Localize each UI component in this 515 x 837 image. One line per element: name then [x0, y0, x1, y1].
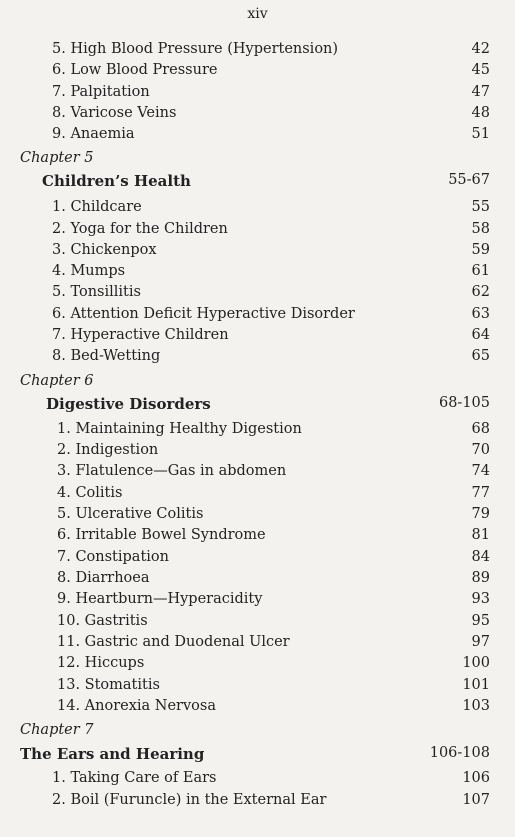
- toc-entry: [0, 677, 515, 699]
- chapter-title: Digestive Disorders: [46, 395, 211, 413]
- entry-title: 1. Maintaining Healthy Digestion: [57, 421, 302, 437]
- toc-entry: [0, 126, 515, 148]
- entry-title: 10. Gastritis: [57, 613, 148, 629]
- entry-title: 9. Heartburn—Hyperacidity: [57, 591, 263, 607]
- entry-page-number: 100: [462, 655, 490, 671]
- chapter-page-range: 55-67: [448, 172, 490, 188]
- chapter-page-range: 106-108: [429, 745, 490, 761]
- chapter-title: The Ears and Hearing: [20, 745, 205, 763]
- chapter-label: Chapter 7: [20, 722, 94, 738]
- entry-title: 5. Tonsillitis: [52, 284, 141, 300]
- toc-entry: [0, 770, 515, 792]
- toc-entry: [0, 41, 515, 63]
- entry-page-number: 42: [471, 41, 490, 57]
- toc-entry: [0, 506, 515, 528]
- entry-page-number: 107: [462, 792, 490, 808]
- entry-page-number: 45: [471, 62, 490, 78]
- toc-entry: [0, 634, 515, 656]
- entry-page-number: 103: [462, 698, 490, 714]
- entry-title: 3. Chickenpox: [52, 242, 157, 258]
- toc-entry: [0, 306, 515, 328]
- entry-page-number: 77: [471, 485, 490, 501]
- entry-title: 7. Constipation: [57, 549, 169, 565]
- toc-entry: [0, 613, 515, 635]
- entry-page-number: 74: [471, 463, 490, 479]
- chapter-label: Chapter 5: [20, 150, 94, 166]
- chapter-label: Chapter 6: [20, 373, 94, 389]
- entry-title: 9. Anaemia: [52, 126, 135, 142]
- entry-title: 11. Gastric and Duodenal Ulcer: [57, 634, 290, 650]
- entry-title: 2. Indigestion: [57, 442, 159, 458]
- toc-entry: [0, 263, 515, 285]
- toc-entry: [0, 527, 515, 549]
- entry-page-number: 70: [471, 442, 490, 458]
- toc-entry: [0, 199, 515, 221]
- entry-page-number: 81: [471, 527, 490, 543]
- entry-title: 13. Stomatitis: [57, 677, 160, 693]
- entry-page-number: 95: [471, 613, 490, 629]
- toc-entry: [0, 327, 515, 349]
- chapter-title-row: [0, 395, 515, 417]
- entry-page-number: 101: [462, 677, 490, 693]
- toc-entry: [0, 284, 515, 306]
- entry-title: 7. Hyperactive Children: [52, 327, 229, 343]
- entry-title: 2. Yoga for the Children: [52, 221, 228, 237]
- toc-entry: [0, 442, 515, 464]
- entry-page-number: 93: [471, 591, 490, 607]
- entry-title: 8. Diarrhoea: [57, 570, 150, 586]
- toc-entry: [0, 655, 515, 677]
- entry-page-number: 62: [471, 284, 490, 300]
- entry-page-number: 79: [471, 506, 490, 522]
- entry-title: 4. Mumps: [52, 263, 126, 279]
- entry-page-number: 47: [471, 84, 490, 100]
- toc-entry: [0, 463, 515, 485]
- toc-entry: [0, 591, 515, 613]
- chapter-title: Children’s Health: [42, 172, 191, 190]
- entry-title: 5. Ulcerative Colitis: [57, 506, 204, 522]
- entry-title: 14. Anorexia Nervosa: [57, 698, 216, 714]
- entry-page-number: 59: [471, 242, 490, 258]
- toc-entry: [0, 221, 515, 243]
- entry-title: 12. Hiccups: [57, 655, 145, 671]
- entry-title: 5. High Blood Pressure (Hypertension): [52, 41, 339, 57]
- toc-entry: [0, 485, 515, 507]
- entry-title: 7. Palpitation: [52, 84, 150, 100]
- toc-entry: [0, 348, 515, 370]
- entry-page-number: 51: [471, 126, 490, 142]
- entry-title: 8. Bed-Wetting: [52, 348, 161, 364]
- entry-title: 6. Attention Deficit Hyperactive Disorder: [52, 306, 355, 322]
- entry-page-number: 61: [471, 263, 490, 279]
- entry-page-number: 65: [471, 348, 490, 364]
- entry-page-number: 63: [471, 306, 490, 322]
- chapter-page-range: 68-105: [438, 395, 490, 411]
- entry-title: 1. Taking Care of Ears: [52, 770, 217, 786]
- toc-entry: [0, 84, 515, 106]
- entry-page-number: 106: [462, 770, 490, 786]
- chapter-title-row: [0, 745, 515, 767]
- toc-entry: [0, 570, 515, 592]
- entry-title: 1. Childcare: [52, 199, 142, 215]
- toc-entry: [0, 242, 515, 264]
- entry-page-number: 64: [471, 327, 490, 343]
- toc-entry: [0, 549, 515, 571]
- entry-page-number: 58: [471, 221, 490, 237]
- toc-entry: [0, 421, 515, 443]
- entry-title: 6. Irritable Bowel Syndrome: [57, 527, 266, 543]
- entry-title: 6. Low Blood Pressure: [52, 62, 218, 78]
- entry-page-number: 89: [471, 570, 490, 586]
- entry-page-number: 55: [471, 199, 490, 215]
- entry-page-number: 68: [471, 421, 490, 437]
- entry-page-number: 84: [471, 549, 490, 565]
- entry-title: 4. Colitis: [57, 485, 123, 501]
- entry-title: 2. Boil (Furuncle) in the External Ear: [52, 792, 327, 808]
- entry-page-number: 97: [471, 634, 490, 650]
- entry-page-number: 48: [471, 105, 490, 121]
- toc-entry: [0, 62, 515, 84]
- toc-entry: [0, 698, 515, 720]
- entry-title: 3. Flatulence—Gas in abdomen: [57, 463, 287, 479]
- entry-title: 8. Varicose Veins: [52, 105, 177, 121]
- toc-entry: [0, 792, 515, 814]
- page-number: xiv: [247, 6, 268, 22]
- chapter-title-row: [0, 172, 515, 194]
- toc-entry: [0, 105, 515, 127]
